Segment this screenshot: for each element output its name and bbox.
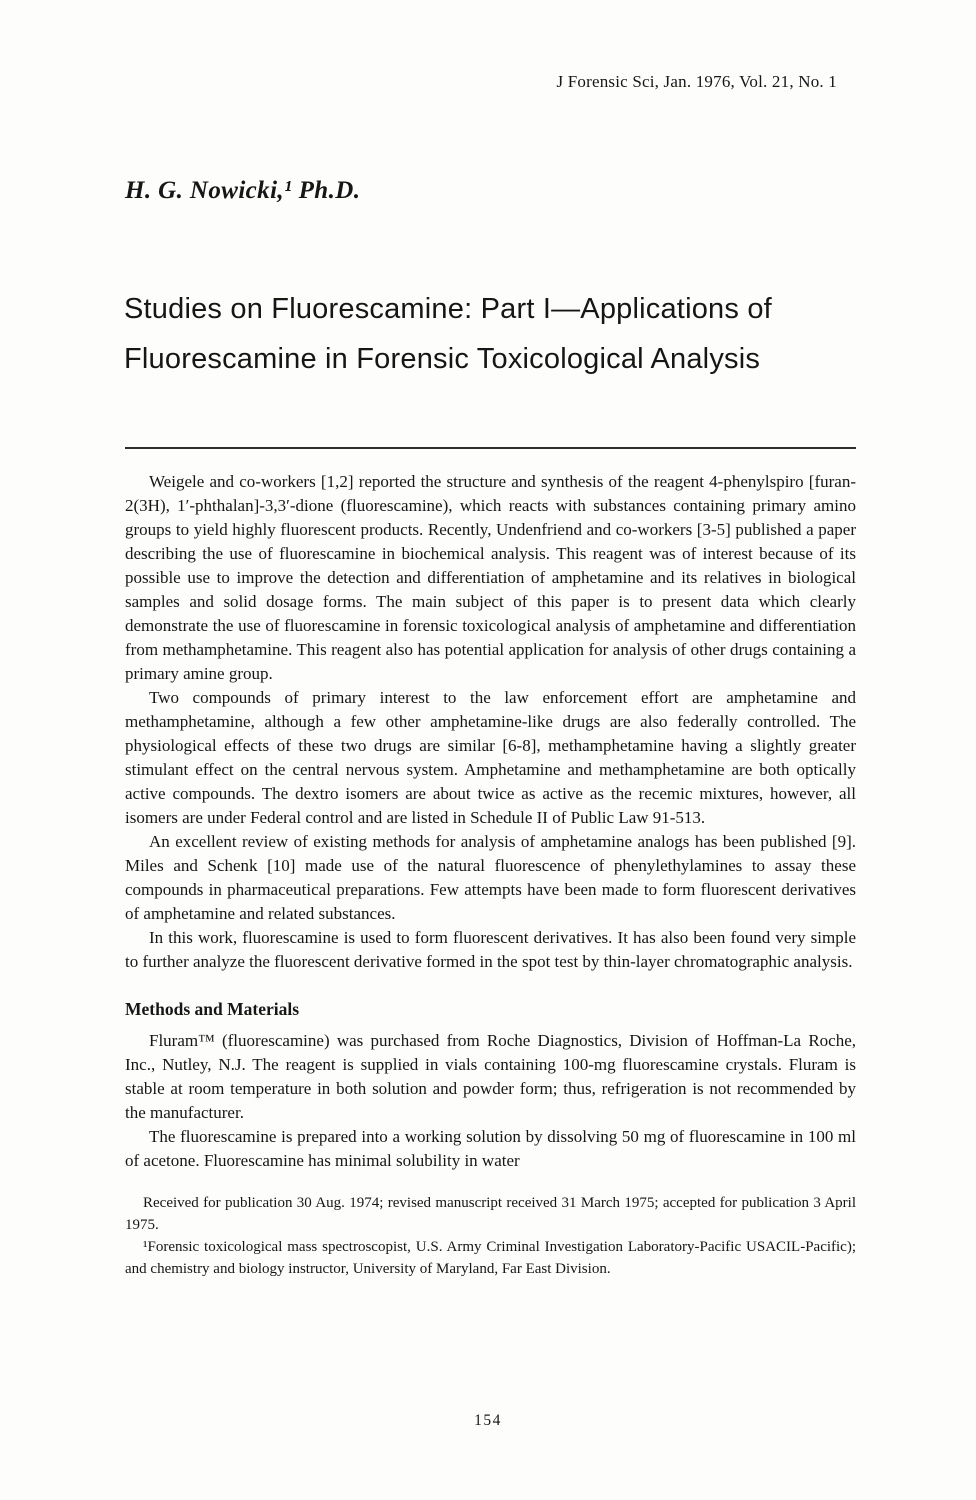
footnote-affiliation: ¹Forensic toxicological mass spectroscopist, U.S. Army Criminal Investigation Laboratory-Pacific USACIL-Pacific); and chemistry and biology instructor, University of Maryland, Far East Division. xyxy=(125,1239,856,1277)
footnote-received: Received for publication 30 Aug. 1974; revised manuscript received 31 March 1975; accepted for publication 3 April 1975. xyxy=(125,1195,856,1233)
article-body xyxy=(125,470,856,1280)
author-line: H. G. Nowicki,¹ Ph.D. xyxy=(125,177,361,204)
footnotes xyxy=(125,1192,856,1280)
title-rule xyxy=(125,447,856,449)
methods-paragraph-1: Fluram™ (fluorescamine) was purchased from Roche Diagnostics, Division of Hoffman-La Roche, Inc., Nutley, N.J. The reagent is supplied in vials containing 100-mg fluorescamine crystals. Fluram is stable at room temperature in both solution and powder form; thus, refrigeration is not recommended by the manufacturer. xyxy=(125,1031,856,1122)
intro-paragraph-2: Two compounds of primary interest to the law enforcement effort are amphetamine and methamphetamine, although a few other amphetamine-like drugs are also federally controlled. The physiological effects of these two drugs are similar [6-8], methamphetamine having a slightly greater stimulant effect on the central nervous system. Amphetamine and methamphetamine are both optically active compounds. The dextro isomers are about twice as active as the recemic mixtures, however, all isomers are under Federal control and are listed in Schedule II of Public Law 91-513. xyxy=(125,688,856,827)
article-title-line1: Studies on Fluorescamine: Part I—Applications of xyxy=(124,293,772,325)
intro-paragraph-1: Weigele and co-workers [1,2] reported the structure and synthesis of the reagent 4-phenylspiro [furan-2(3H), 1′-phthalan]-3,3′-dione (fluorescamine), which reacts with substances containing primary amino groups to yield highly fluorescent products. Recently, Undenfriend and co-workers [3-5] published a paper describing the use of fluorescamine in biochemical analysis. This reagent was of interest because of its possible use to improve the detection and differentiation of amphetamine and its relatives in biological samples and solid dosage forms. The main subject of this paper is to present data which clearly demonstrate the use of fluorescamine in forensic toxicological analysis of amphetamine and differentiation from methamphetamine. This reagent also has potential application for analysis of other drugs containing a primary amine group. xyxy=(125,472,856,683)
intro-paragraph-3: An excellent review of existing methods for analysis of amphetamine analogs has been published [9]. Miles and Schenk [10] made use of the natural fluorescence of phenylethylamines to assay these compounds in pharmaceutical preparations. Few attempts have been made to form fluorescent derivatives of amphetamine and related substances. xyxy=(125,832,856,923)
article-title xyxy=(124,284,869,384)
intro-paragraph-4: In this work, fluorescamine is used to form fluorescent derivatives. It has also been found very simple to further analyze the fluorescent derivative formed in the spot test by thin-layer chromatographic analysis. xyxy=(125,928,856,971)
page-number: 154 xyxy=(474,1412,502,1429)
section-heading-methods-and-materials: Methods and Materials xyxy=(125,999,300,1019)
article-title-line2: Fluorescamine in Forensic Toxicological Analysis xyxy=(124,343,761,375)
methods-paragraph-2: The fluorescamine is prepared into a working solution by dissolving 50 mg of fluorescamine in 100 ml of acetone. Fluorescamine has minimal solubility in water xyxy=(125,1127,856,1170)
journal-header: J Forensic Sci, Jan. 1976, Vol. 21, No. 1 xyxy=(556,72,837,91)
